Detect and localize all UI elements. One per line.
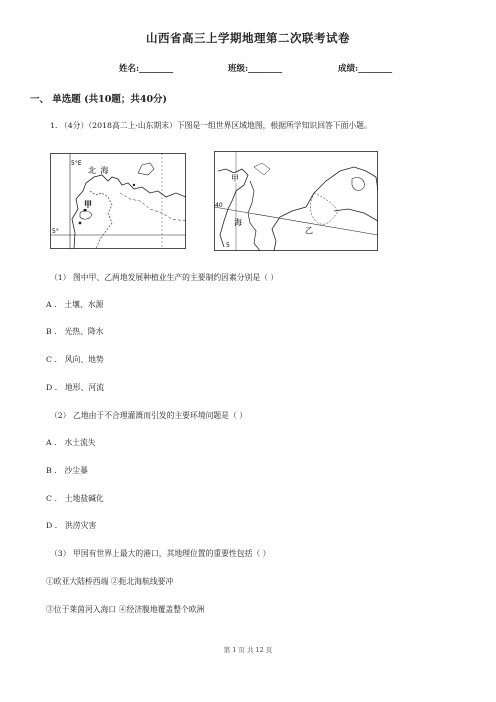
map-left-sea-label: 北 海: [88, 166, 110, 175]
subquestion-2-text: （2） 乙地由于不合理灌溉而引发的主要环境问题是（ ）: [50, 411, 248, 420]
subquestion-1-option-d[interactable]: D ． 地形、河流: [46, 383, 104, 392]
exam-title: 山西省高三上学期地理第二次联考试卷: [146, 31, 350, 45]
map-right-jia-label: 甲: [231, 174, 239, 183]
subquestion-3-statements-2: ③位于莱茵河入海口 ④经济腹地覆盖整个欧洲: [46, 605, 205, 614]
page-footer: 第 1 页 共 12 页: [223, 646, 273, 654]
question-1-stem: 1. （4分）（2018高二上·山东期末）下图是一组世界区域地图，根据所学知识回答下面小题。: [50, 121, 372, 130]
map-right-lon-label: 5: [226, 242, 230, 249]
subquestion-2-option-b[interactable]: B ． 沙尘暴: [46, 466, 88, 475]
score-field[interactable]: 成绩:________: [338, 64, 393, 74]
subquestion-1-option-b[interactable]: B ． 光热、降水: [46, 327, 104, 336]
map-left-lat-label: 5°: [52, 228, 59, 235]
name-field[interactable]: 姓名:________: [119, 64, 174, 74]
subquestion-2-option-a[interactable]: A ． 水土流失: [46, 438, 96, 447]
subquestion-2-option-d[interactable]: D ． 洪涝灾害: [46, 521, 97, 530]
section-heading: 一、 单选题 (共10题；共40分): [30, 94, 168, 105]
subquestion-1-option-a[interactable]: A ． 土壤、水源: [46, 300, 104, 309]
subquestion-1-option-c[interactable]: C ． 风向、地势: [46, 355, 104, 364]
map-left-figure: [50, 153, 186, 249]
map-right-hai-label: 海: [234, 218, 242, 227]
subquestion-3-text: （3） 甲国有世界上最大的港口，其地理位置的重要性包括（ ）: [50, 549, 271, 558]
map-left-lon-label: 5°E: [71, 160, 82, 167]
class-field[interactable]: 班级:________: [228, 64, 283, 74]
map-right-figure: [214, 151, 378, 251]
map-left-jia-label: 甲: [84, 200, 92, 209]
subquestion-1-text: （1） 图中甲、乙两地发展种植业生产的主要制约因素分别是（ ）: [50, 273, 279, 282]
map-right-lat-label: 40: [215, 202, 223, 209]
map-right-yi-label: 乙: [305, 226, 313, 235]
subquestion-2-option-c[interactable]: C ． 土地盐碱化: [46, 494, 104, 503]
subquestion-3-statements-1: ①欧亚大陆桥西端 ②扼北海航线要冲: [46, 577, 174, 586]
